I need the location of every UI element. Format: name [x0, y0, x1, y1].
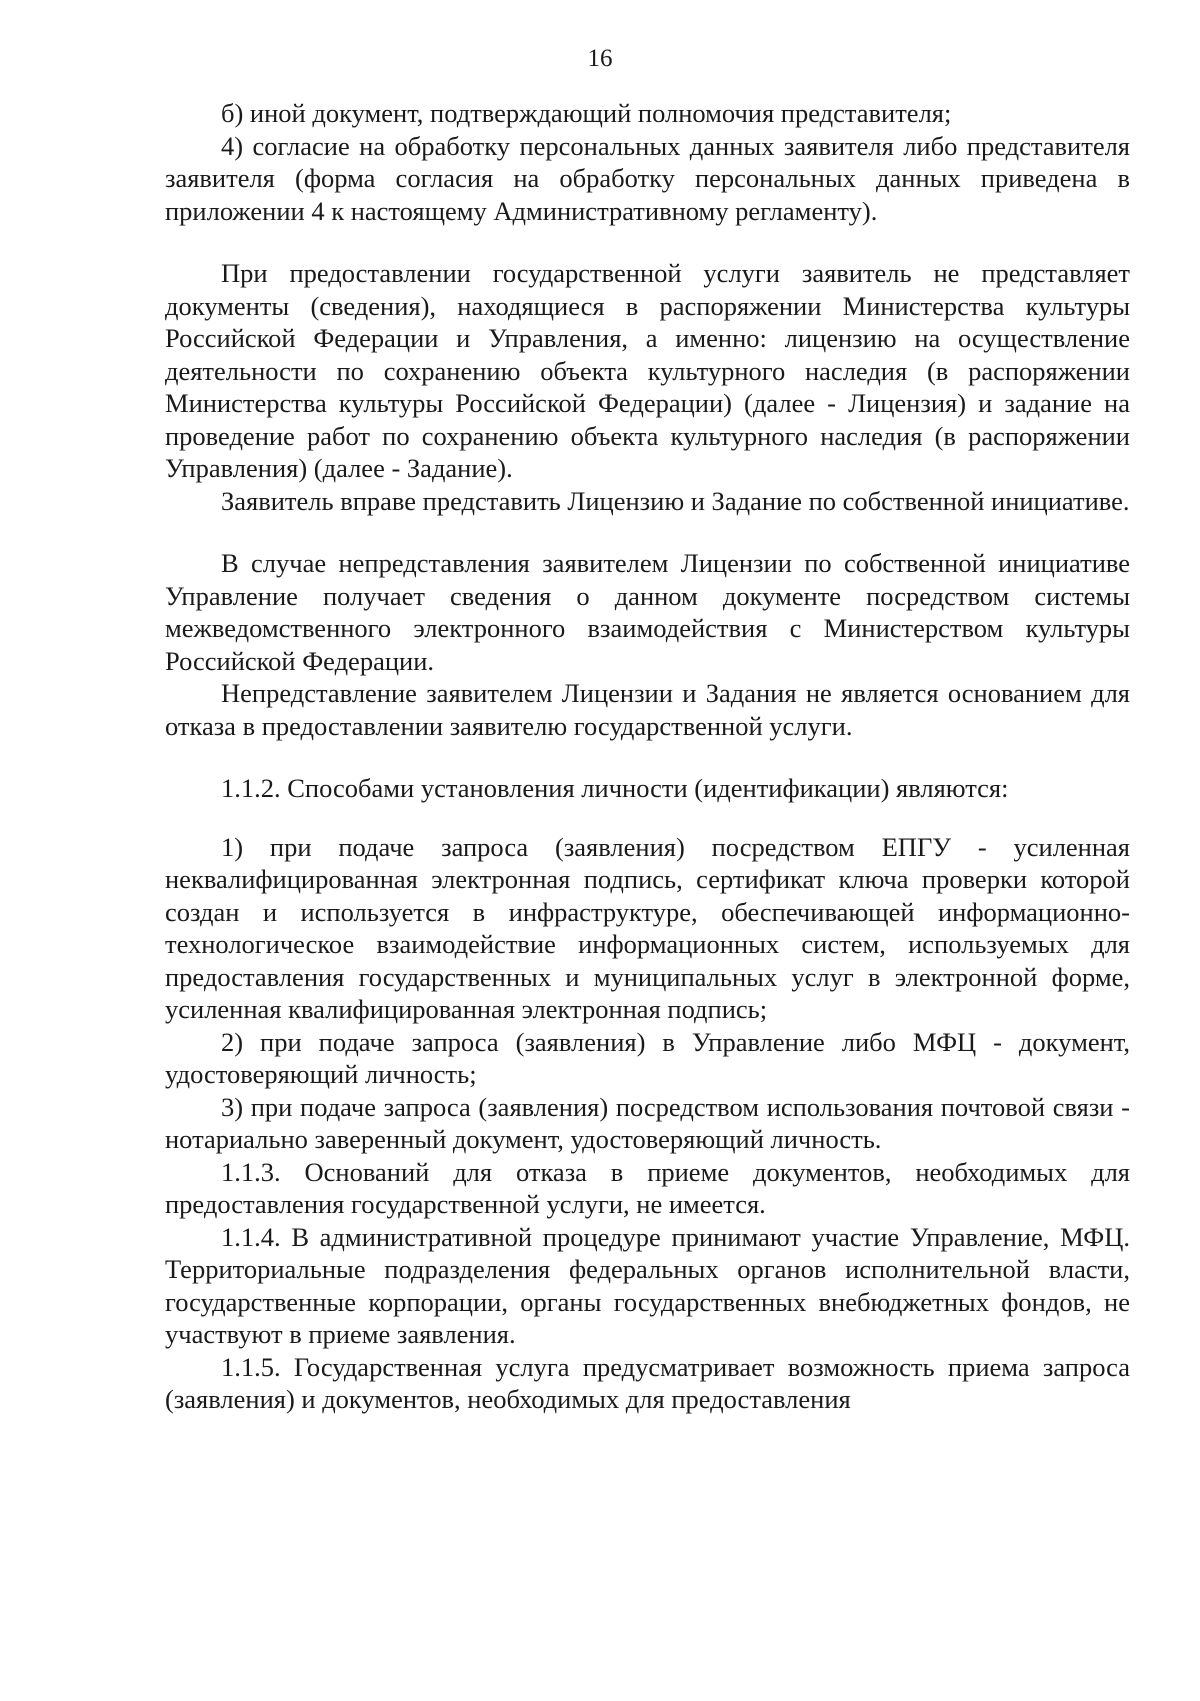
list-item-3-postal: 3) при подаче запроса (заявления) посредством использования почтовой связи - нотариально заверенный документ, удостоверяющий личность.	[165, 1091, 1130, 1154]
paragraph-4-consent: 4) согласие на обработку персональных данных заявителя либо представителя заявителя (форма согласия на обработку персональных данных приведена в приложении 4 к настоящему Административному регламенту).	[165, 130, 1130, 226]
section-1-1-4: 1.1.4. В административной процедуре принимают участие Управление, МФЦ. Территориальные подразделения федеральных органов исполнительной власти, государственные корпорации, органы государственных внебюджетных фондов, не участвуют в приеме заявления.	[165, 1221, 1130, 1349]
paragraph-own-initiative: Заявитель вправе представить Лицензию и Задание по собственной инициативе.	[221, 485, 1130, 516]
page-number: 16	[587, 45, 613, 72]
list-item-1-epgu: 1) при подаче запроса (заявления) посредством ЕПГУ - усиленная неквалифицированная электронная подпись, сертификат ключа проверки которой создан и используется в инфраструктуре, обеспечивающей информационно-технологическое взаимодействие информационных систем, используемых для предоставления государственных и муниципальных услуг в электронной форме, усиленная квалифицированная электронная подпись;	[165, 831, 1130, 1024]
list-item-2-office-mfc: 2) при подаче запроса (заявления) в Управление либо МФЦ - документ, удостоверяющий личность;	[165, 1026, 1130, 1089]
section-1-1-3: 1.1.3. Оснований для отказа в приеме документов, необходимых для предоставления государственной услуги, не имеется.	[165, 1156, 1130, 1219]
paragraph-b-other-document: б) иной документ, подтверждающий полномочия представителя;	[221, 98, 952, 128]
paragraph-interagency-request: В случае непредставления заявителем Лицензии по собственной инициативе Управление получает сведения о данном документе посредством системы межведомственного электронного взаимодействия с Министерством культуры Российской Федерации.	[165, 548, 1130, 676]
document-body	[165, 97, 1130, 1416]
paragraph-not-grounds-for-refusal: Непредставление заявителем Лицензии и Задания не является основанием для отказа в предоставлении заявителю государственной услуги.	[165, 678, 1130, 741]
section-1-1-2-heading: 1.1.2. Способами установления личности (идентификации) являются:	[221, 773, 1009, 803]
paragraph-documents-not-required: При предоставлении государственной услуги заявитель не представляет документы (сведения), находящиеся в распоряжении Министерства культуры Российской Федерации и Управления, а именно: лицензию на осуществление деятельности по сохранению объекта культурного наследия (в распоряжении Министерства культуры Российской Федерации) (далее - Лицензия) и задание на проведение работ по сохранению объекта культурного наследия (в распоряжении Управления) (далее - Задание).	[165, 258, 1130, 483]
section-1-1-5: 1.1.5. Государственная услуга предусматривает возможность приема запроса (заявления) и документов, необходимых для предоставления	[165, 1351, 1130, 1414]
